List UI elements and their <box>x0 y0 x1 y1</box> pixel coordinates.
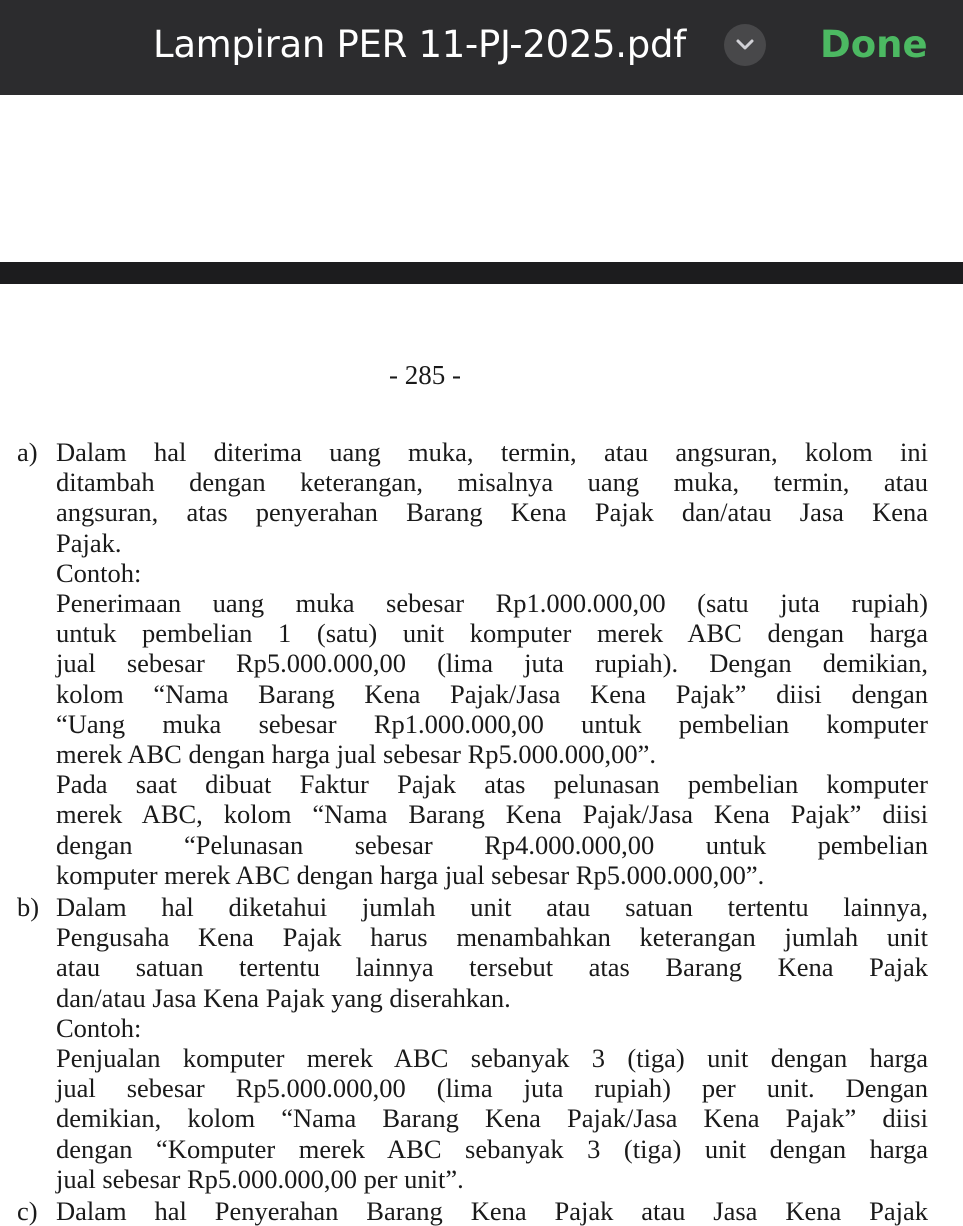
page-separator <box>0 262 963 284</box>
text-line: Penjualan komputer merek ABC sebanyak 3 (tiga) unit dengan harga <box>56 1043 928 1074</box>
text-line: Pajak. <box>56 527 122 558</box>
text-line: Pengusaha Kena Pajak harus menambahkan keterangan jumlah unit <box>56 922 928 953</box>
text-line: kolom “Nama Barang Kena Pajak/Jasa Kena Pajak” diisi dengan <box>56 678 928 709</box>
list-marker: c) <box>17 1196 38 1226</box>
text-line: komputer merek ABC dengan harga jual sebesar Rp5.000.000,00”. <box>56 859 765 890</box>
text-line: “Uang muka sebesar Rp1.000.000,00 untuk pembelian komputer <box>56 708 928 739</box>
document-title[interactable]: Lampiran PER 11-PJ-2025.pdf <box>153 23 686 66</box>
text-line: Contoh: <box>56 1012 142 1043</box>
list-item-body <box>56 437 928 890</box>
text-line: jual sebesar Rp5.000.000,00 (lima juta rupiah). Dengan demikian, <box>56 648 928 679</box>
page-number: - 285 - <box>389 360 461 390</box>
text-line: Contoh: <box>56 557 142 588</box>
text-line: untuk pembelian 1 (satu) unit komputer merek ABC dengan harga <box>56 618 928 649</box>
text-line: Penerimaan uang muka sebesar Rp1.000.000,00 (satu juta rupiah) <box>56 588 928 619</box>
text-line: merek ABC, kolom “Nama Barang Kena Pajak/Jasa Kena Pajak” diisi <box>56 799 928 830</box>
pdf-viewer-toolbar <box>0 0 963 95</box>
text-line: atau satuan tertentu lainnya tersebut atas Barang Kena Pajak <box>56 952 928 983</box>
text-line: ditambah dengan keterangan, misalnya uang muka, termin, atau <box>56 467 928 498</box>
list-marker: b) <box>17 892 40 922</box>
text-line: Dalam hal diterima uang muka, termin, atau angsuran, kolom ini <box>56 437 928 467</box>
text-line: Dalam hal diketahui jumlah unit atau satuan tertentu lainnya, <box>56 892 928 922</box>
text-line: dengan “Pelunasan sebesar Rp4.000.000,00 untuk pembelian <box>56 829 928 860</box>
list-item-body <box>56 892 928 1194</box>
text-line: angsuran, atas penyerahan Barang Kena Pajak dan/atau Jasa Kena <box>56 497 928 528</box>
text-line: dengan “Komputer merek ABC sebanyak 3 (tiga) unit dengan harga <box>56 1133 928 1164</box>
list-item-body <box>56 1196 928 1226</box>
text-line: dan/atau Jasa Kena Pajak yang diserahkan. <box>56 982 511 1013</box>
pdf-page[interactable] <box>0 284 963 1226</box>
text-line: jual sebesar Rp5.000.000,00 (lima juta rupiah) per unit. Dengan <box>56 1073 928 1104</box>
text-line: Dalam hal Penyerahan Barang Kena Pajak atau Jasa Kena Pajak <box>56 1196 928 1226</box>
text-line: jual sebesar Rp5.000.000,00 per unit”. <box>56 1163 464 1194</box>
chevron-down-icon <box>735 37 755 53</box>
done-button[interactable]: Done <box>820 23 928 66</box>
text-line: merek ABC dengan harga jual sebesar Rp5.000.000,00”. <box>56 739 657 770</box>
document-menu-button[interactable] <box>724 24 766 66</box>
text-line: demikian, kolom “Nama Barang Kena Pajak/Jasa Kena Pajak” diisi <box>56 1103 928 1134</box>
list-marker: a) <box>17 437 38 467</box>
text-line: Pada saat dibuat Faktur Pajak atas pelunasan pembelian komputer <box>56 769 928 800</box>
previous-page-bottom <box>0 95 963 262</box>
